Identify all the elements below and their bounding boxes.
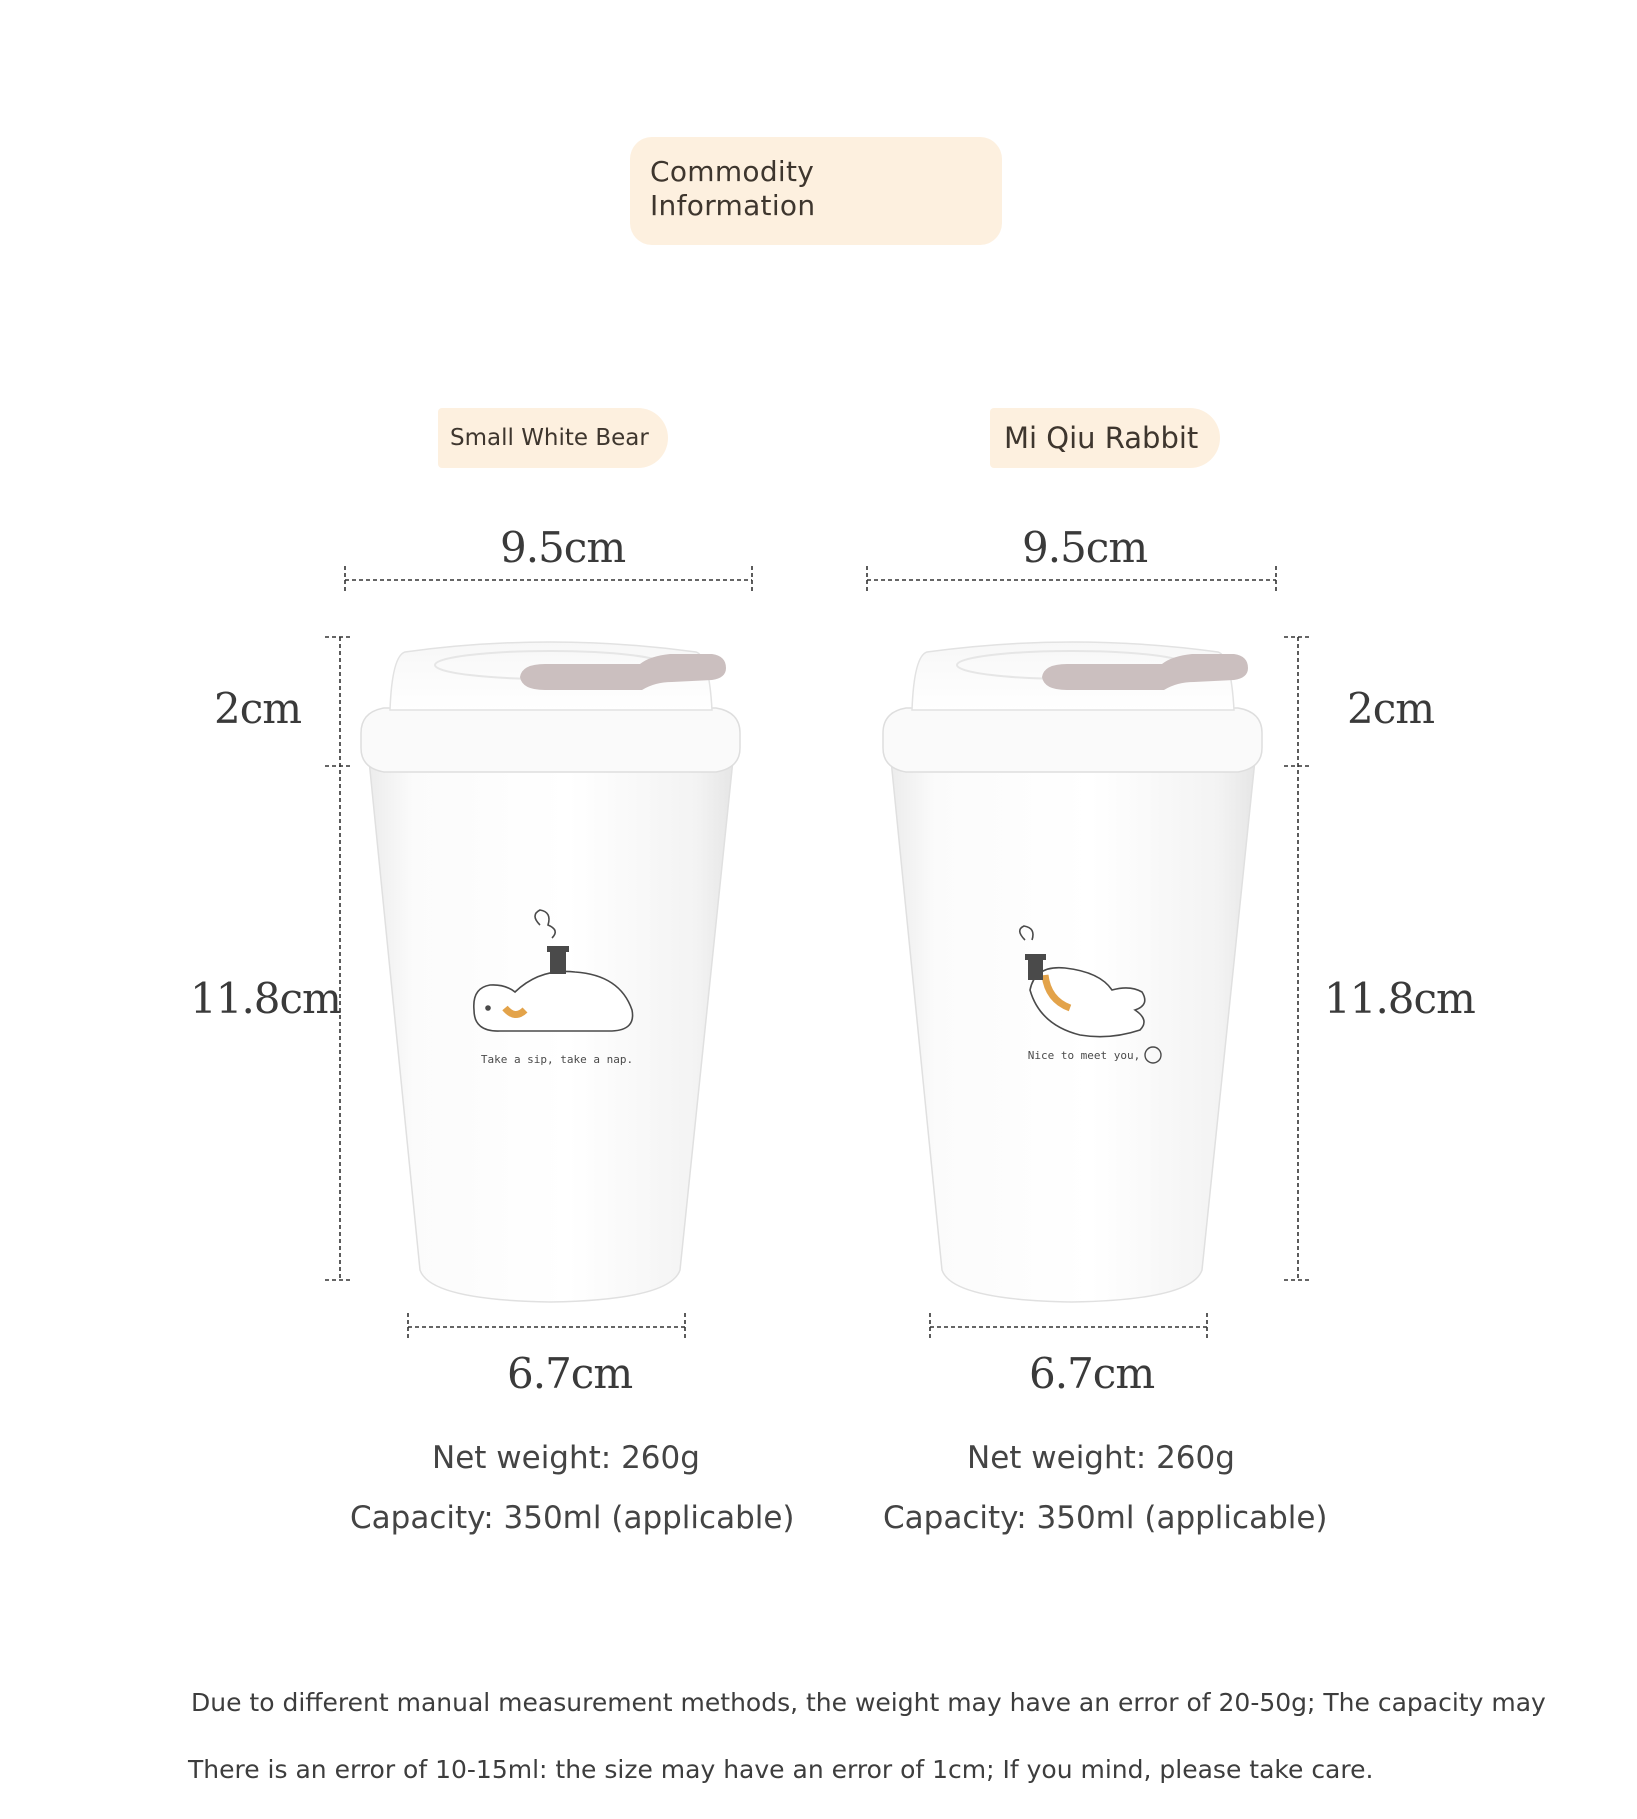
cup-print-text: Take a sip, take a nap. [480,1053,634,1066]
measurement-note-line1: Due to different manual measurement methods, the weight may have an error of 20-50g; The capacity may [191,1688,1546,1717]
bottom-width-label-rabbit: 6.7cm [1029,1349,1155,1398]
cup-lid-rim [883,708,1262,772]
header-title-line1: Commodity [650,155,815,188]
capacity-rabbit: Capacity: 350ml (applicable) [883,1500,1328,1536]
top-width-label-rabbit: 9.5cm [1022,523,1148,572]
cup-mi-qiu-rabbit [883,642,1262,1302]
product-tag-label: Small White Bear [450,425,649,451]
lid-height-label-rabbit: 2cm [1347,684,1435,733]
measurement-note-line2: There is an error of 10-15ml: the size may have an error of 1cm; If you mind, please take care. [188,1755,1374,1784]
header-title-line2: Information [650,189,816,222]
cup-lid-rim [361,708,740,772]
cup-print-text: Nice to meet you, [1027,1049,1141,1062]
net-weight-bear: Net weight: 260g [432,1440,700,1476]
net-weight-rabbit: Net weight: 260g [967,1440,1235,1476]
body-height-label-bear: 11.8cm [190,974,341,1023]
cup-small-white-bear [361,642,740,1302]
lid-height-label-bear: 2cm [214,684,302,733]
bottom-width-label-bear: 6.7cm [507,1349,633,1398]
capacity-bear: Capacity: 350ml (applicable) [350,1500,795,1536]
body-height-label-rabbit: 11.8cm [1324,974,1475,1023]
product-tag-label: Mi Qiu Rabbit [1004,421,1199,455]
top-width-label-bear: 9.5cm [500,523,626,572]
